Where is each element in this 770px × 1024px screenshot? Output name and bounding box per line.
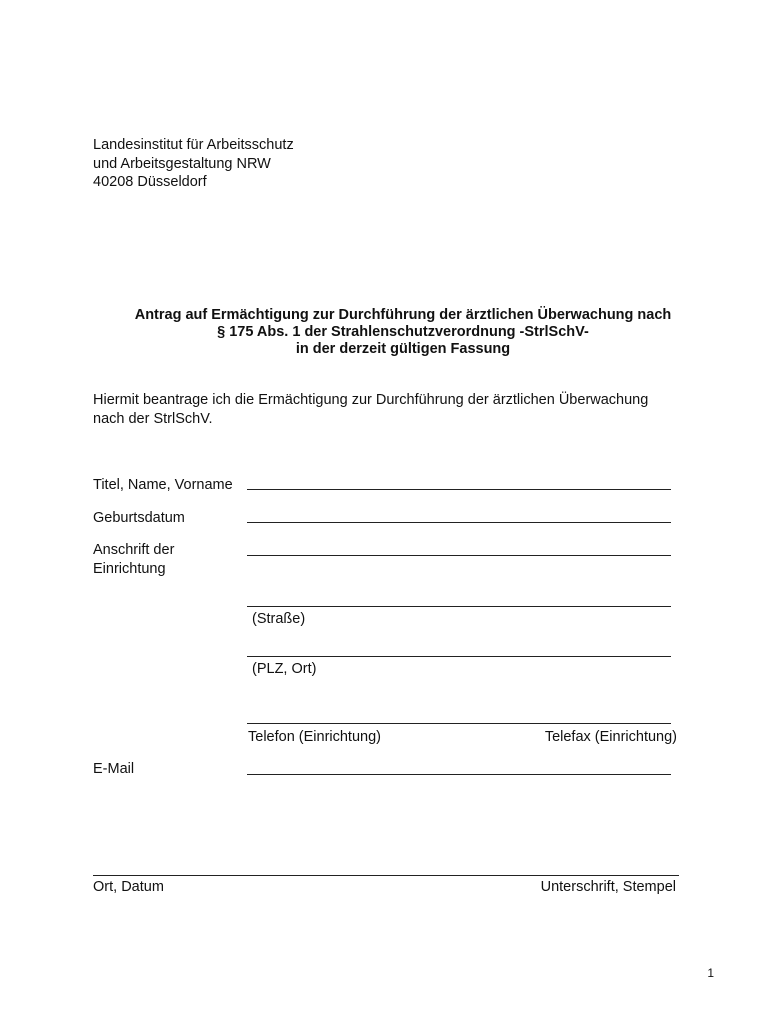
title-line-3: in der derzeit gültigen Fassung	[295, 341, 511, 357]
address-line-3: 40208 Düsseldorf	[93, 174, 207, 190]
street-field-line[interactable]	[247, 606, 671, 607]
signature-stamp-caption: Unterschrift, Stempel	[540, 879, 676, 895]
birthdate-label: Geburtsdatum	[93, 510, 185, 526]
intro-paragraph	[93, 391, 648, 428]
address-label-line-1: Anschrift der	[93, 542, 175, 558]
name-field-line[interactable]	[247, 489, 671, 490]
fax-caption: Telefax (Einrichtung)	[544, 729, 677, 745]
phone-fax-field-line[interactable]	[247, 723, 671, 724]
page-number: 1	[707, 966, 714, 980]
phone-caption: Telefon (Einrichtung)	[248, 729, 381, 745]
address-label-line-2: Einrichtung	[93, 560, 166, 577]
recipient-address	[93, 136, 294, 192]
birthdate-field-line[interactable]	[247, 522, 671, 523]
zip-city-caption: (PLZ, Ort)	[252, 661, 317, 677]
intro-line-1: Hiermit beantrage ich die Ermächtigung zur Durchführung der ärztlichen Überwachung	[93, 392, 649, 408]
zip-city-field-line[interactable]	[247, 656, 671, 657]
street-caption: (Straße)	[252, 611, 306, 627]
name-label: Titel, Name, Vorname	[93, 477, 233, 493]
email-field-line[interactable]	[247, 774, 671, 775]
address-label	[93, 541, 174, 578]
address-line-1: Landesinstitut für Arbeitsschutz	[93, 137, 294, 153]
intro-line-2: nach der StrlSchV.	[93, 410, 213, 427]
document-title	[0, 307, 770, 358]
place-date-caption: Ort, Datum	[93, 879, 164, 895]
institution-field-line[interactable]	[247, 555, 671, 556]
email-label: E-Mail	[93, 761, 135, 777]
address-line-2: und Arbeitsgestaltung NRW	[93, 155, 271, 172]
title-line-2: § 175 Abs. 1 der Strahlenschutzverordnung -StrlSchV-	[217, 324, 589, 340]
signature-line[interactable]	[93, 875, 679, 876]
title-line-1: Antrag auf Ermächtigung zur Durchführung der ärztlichen Überwachung nach	[134, 307, 672, 323]
